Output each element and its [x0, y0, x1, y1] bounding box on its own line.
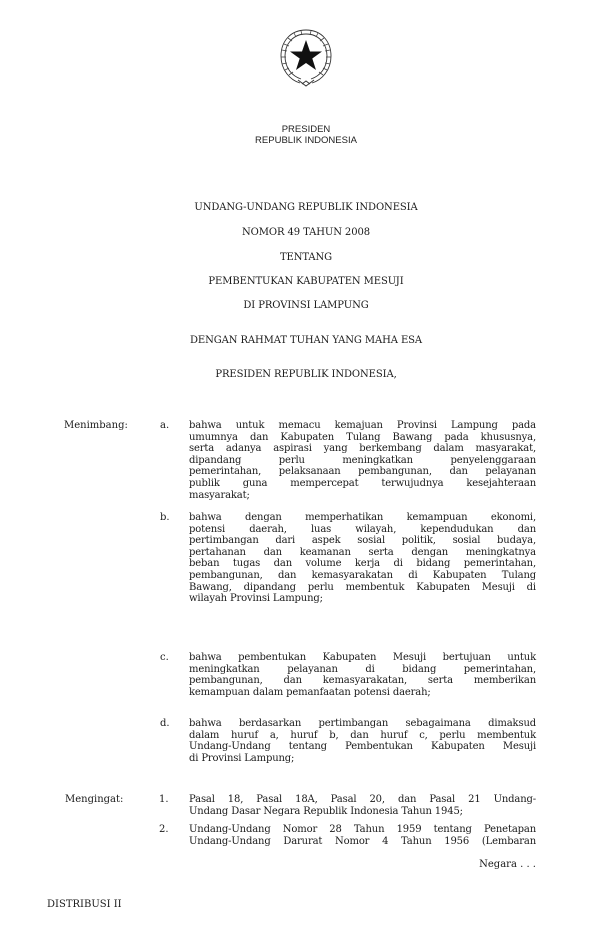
mengingat-marker-2: 2. [159, 824, 169, 835]
mengingat-item-2 [189, 824, 536, 847]
menimbang-item-c [189, 652, 536, 698]
text-line: pembangunan, dan kemasyarakatan, serta memberikan [189, 675, 536, 687]
text-line: bahwa dengan memperhatikan kemampuan ekonomi, [189, 512, 536, 523]
text-line: pemerintahan, pelaksanaan pembangunan, dan pelayanan [189, 466, 536, 478]
text-line: bahwa untuk memacu kemajuan Provinsi Lampung pada [189, 420, 536, 431]
text-line: Undang-Undang Darurat Nomor 4 Tahun 1956 (Lembaran [189, 835, 536, 847]
mengingat-marker-1: 1. [159, 794, 169, 805]
menimbang-marker-b: b. [160, 512, 170, 523]
text-line: Undang Dasar Negara Republik Indonesia Tahun 1945; [189, 805, 463, 817]
menimbang-item-b [189, 512, 536, 605]
menimbang-item-d [189, 718, 536, 764]
text-line: Bawang, dipandang perlu membentuk Kabupaten Mesuji di [189, 581, 536, 593]
distribution-label: DISTRIBUSI II [47, 899, 122, 910]
text-line: beban tugas dan volume kerja di bidang pemerintahan, [189, 558, 536, 570]
text-line: di Provinsi Lampung; [189, 752, 295, 764]
text-line: kemampuan dalam pemanfaatan potensi daerah; [189, 686, 431, 698]
text-line: masyarakat; [189, 489, 250, 501]
doc-title-subject: PEMBENTUKAN KABUPATEN MESUJI [208, 276, 404, 287]
text-line: Undang-Undang Nomor 28 Tahun 1959 tentang Penetapan [189, 824, 536, 835]
mengingat-label: Mengingat: [65, 794, 124, 805]
text-line: potensi daerah, luas wilayah, kependudukan dan [189, 523, 536, 535]
text-line: umumnya dan Kabupaten Tulang Bawang pada khususnya, [189, 431, 536, 443]
doc-title-number: NOMOR 49 TAHUN 2008 [242, 227, 370, 238]
doc-title-type: UNDANG-UNDANG REPUBLIK INDONESIA [194, 202, 418, 213]
text-line: pertahanan dan keamanan serta dengan meningkatnya [189, 546, 536, 558]
menimbang-label: Menimbang: [64, 420, 128, 431]
menimbang-item-a [189, 420, 536, 501]
mengingat-item-1 [189, 794, 536, 817]
text-line: pembangunan, dan kemasyarakatan di Kabupaten Tulang [189, 569, 536, 581]
doc-enacting-authority: PRESIDEN REPUBLIK INDONESIA, [215, 369, 397, 380]
doc-invocation: DENGAN RAHMAT TUHAN YANG MAHA ESA [189, 335, 423, 346]
text-line: bahwa pembentukan Kabupaten Mesuji bertujuan untuk [189, 652, 536, 663]
garuda-star-emblem-icon [276, 26, 336, 90]
text-line: meningkatkan pelayanan di bidang pemerintahan, [189, 663, 536, 675]
text-line: serta adanya aspirasi yang berkembang dalam masyarakat, [189, 443, 536, 455]
text-line: wilayah Provinsi Lampung; [189, 593, 323, 605]
header-republik-indonesia: REPUBLIK INDONESIA [255, 135, 357, 146]
text-line: dalam huruf a, huruf b, dan huruf c, perlu membentuk [189, 729, 536, 741]
text-line: publik guna mempercepat terwujudnya kesejahteraan [189, 477, 536, 489]
page-continuation: Negara . . . [479, 859, 536, 870]
text-line: Undang-Undang tentang Pembentukan Kabupaten Mesuji [189, 741, 536, 753]
header-presiden: PRESIDEN [281, 124, 331, 135]
doc-title-tentang: TENTANG [279, 252, 333, 263]
menimbang-marker-a: a. [160, 420, 170, 431]
doc-title-province: DI PROVINSI LAMPUNG [243, 300, 369, 311]
menimbang-marker-c: c. [160, 652, 169, 663]
text-line: dipandang perlu meningkatkan penyelenggaraan [189, 454, 536, 466]
menimbang-marker-d: d. [160, 718, 170, 729]
text-line: pertimbangan dari aspek sosial politik, sosial budaya, [189, 535, 536, 547]
text-line: bahwa berdasarkan pertimbangan sebagaimana dimaksud [189, 718, 536, 729]
text-line: Pasal 18, Pasal 18A, Pasal 20, dan Pasal 21 Undang- [189, 794, 536, 805]
